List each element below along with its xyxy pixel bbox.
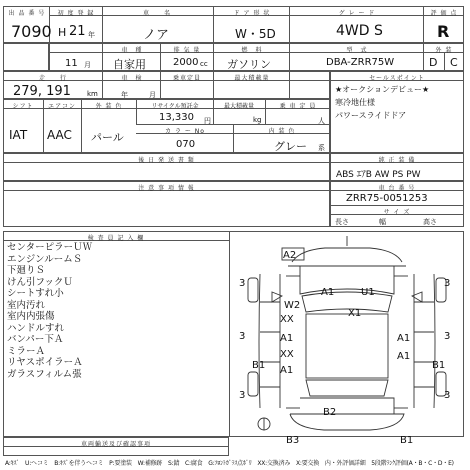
damage-mark: W2	[284, 300, 301, 311]
damage-mark: A1	[280, 365, 294, 376]
exterior-grade: D	[429, 56, 438, 69]
vin-label: 車 台 番 号	[378, 185, 416, 192]
mileage-label: 走 行	[38, 75, 67, 82]
inspector-note: 室内内張傷	[7, 311, 55, 322]
color-no: 070	[176, 139, 196, 150]
reg-month: 11	[65, 58, 78, 69]
year-suffix: 年	[88, 31, 95, 39]
displacement: 2000	[173, 57, 199, 68]
sales-point-label: セールスポイント	[369, 75, 425, 82]
inspector-note: シートすれ小	[7, 288, 64, 299]
color-ext-label: 外 装 色	[95, 103, 123, 110]
month-suffix: 月	[84, 61, 91, 69]
mileage: 279, 191	[13, 84, 71, 99]
score-label: 評 価 点	[430, 10, 458, 17]
grade-label: グ レ ー ド	[338, 10, 376, 17]
damage-mark: B1	[252, 360, 266, 371]
chassis-label: 型 式	[346, 47, 368, 54]
reg-year: 21	[69, 24, 86, 39]
inspector-note: リヤスポイラーＡ	[7, 357, 83, 368]
door-type: W・5D	[235, 27, 276, 41]
damage-mark: A1	[397, 351, 411, 362]
first-reg-label: 初 度 登 録	[57, 10, 95, 17]
max-load-label: 最大積載量	[223, 103, 254, 110]
damage-mark: A1	[280, 333, 294, 344]
damage-mark: A1	[321, 287, 335, 298]
insp-month-unit: 月	[149, 91, 156, 99]
sales-point-item: パワースライドドア	[335, 111, 407, 120]
damage-legend: A:ｷｽﾞ U:ヘコミ B:ｷｽﾞを伴うヘコミ P:要塗装 W:補修跡 S:錆 C:腐食 G:ﾌﾛﾝﾄｶﾞﾗｽ点ﾎﾞﾘ XX:交換済み X:要交換 内・外評価詳細 5段階ﾗﾝｸ評価(A・B・C・D・E)	[5, 460, 454, 467]
inspection-label: 車 検	[121, 75, 143, 82]
car-damage-diagram	[230, 232, 463, 436]
exterior-label: 外 装	[435, 47, 453, 54]
interior-color-label: 内 装 色	[268, 128, 296, 135]
chassis-code: DBA-ZRR75W	[326, 57, 395, 68]
sales-points-list	[335, 83, 429, 122]
interior-color: グレー	[274, 140, 307, 153]
size-height: 高さ	[423, 218, 437, 226]
damage-mark: A2	[283, 250, 297, 261]
insp-year-unit: 年	[121, 91, 128, 99]
sales-point-item: 寒冷地仕様	[335, 98, 375, 107]
bracket-label-tl: 3	[239, 278, 246, 289]
equipment-list: ABS ｴｱB AW PS PW	[336, 170, 421, 180]
era: H	[58, 26, 67, 39]
door-label: ド ア 形 状	[233, 10, 271, 17]
inspector-note: ミラーＡ	[7, 345, 46, 357]
kg-unit: kg	[253, 116, 262, 124]
color-no-label: カ ラ ー No	[165, 128, 205, 135]
inspector-note: センターピラーＵＷ	[7, 242, 93, 253]
body-type-label: 車 種	[121, 47, 143, 54]
size-label: サ イ ズ	[383, 209, 411, 216]
bracket-label-ml: 3	[239, 331, 246, 342]
auction-sheet	[3, 6, 467, 468]
damage-mark: B3	[286, 435, 300, 446]
capacity-label: 乗 車 定 員	[279, 103, 317, 110]
damage-mark: U1	[361, 287, 375, 298]
km-unit: km	[87, 90, 98, 98]
damage-mark: B1	[400, 435, 414, 446]
car-name: ノア	[143, 28, 170, 43]
grade: 4WD S	[336, 23, 383, 39]
person-unit: 人	[318, 117, 325, 125]
fuel-label: 燃 料	[241, 47, 263, 54]
inspector-note: 下廻りＳ	[7, 265, 46, 276]
notes-label: 注 意 事 項 情 報	[138, 185, 195, 192]
recycle-label: リサイクル預託金	[151, 103, 199, 110]
bracket-label-bl: 3	[239, 390, 246, 401]
fuel-type: ガソリン	[227, 58, 271, 71]
inspector-note: エンジンルームＳ	[7, 253, 83, 265]
size-length: 長さ	[335, 218, 349, 226]
bracket-label-mr: 3	[444, 331, 451, 342]
inspector-note: けん引フックＵ	[7, 276, 73, 288]
load-label: 最大積載量	[234, 75, 270, 82]
ac-label: エアコン	[48, 103, 76, 110]
inspector-note: 室内汚れ	[7, 299, 46, 311]
score: R	[437, 22, 450, 41]
car-name-label: 車 名	[142, 10, 171, 17]
damage-mark: XX	[280, 314, 294, 325]
displacement-label: 排 気 量	[173, 47, 201, 54]
equipment-label: 純 正 装 備	[378, 157, 416, 164]
damage-mark: B2	[323, 407, 337, 418]
damage-mark: B1	[432, 360, 446, 371]
bracket-label-br: 3	[444, 390, 451, 401]
inspector-label: 検 査 員 記 入 欄	[87, 235, 145, 242]
damage-mark: XX	[280, 349, 294, 360]
seller-label: 車両輸送及び確認事項	[80, 441, 151, 448]
damage-mark: X1	[348, 308, 362, 319]
interior-unit: 系	[318, 144, 325, 152]
inspector-notes	[7, 242, 92, 380]
inspector-note: ガラスフィルム張	[7, 368, 82, 380]
use-type: 自家用	[113, 58, 146, 71]
inspector-note: バンパー下Ａ	[7, 334, 64, 345]
damage-mark: A1	[397, 333, 411, 344]
shift-type: IAT	[9, 128, 28, 142]
ac-type: AAC	[47, 128, 72, 142]
shift-label: シフト	[12, 103, 34, 110]
exterior-color: パール	[91, 131, 124, 144]
lot-no-label: 出 品 番 号	[8, 10, 46, 17]
lot-number: 7090	[11, 22, 52, 41]
bracket-label-tr: 3	[444, 278, 451, 289]
recycle-fee: 13,330	[159, 112, 194, 123]
inspector-note: ハンドルすれ	[7, 322, 65, 334]
sales-point-item: ★オークションデビュー★	[335, 85, 430, 94]
post-sale-label: 後 日 発 送 書 類	[138, 157, 195, 164]
vin-number: ZRR75-0051253	[346, 193, 428, 204]
interior-grade: C	[450, 56, 458, 69]
size-width: 幅	[379, 218, 386, 226]
cc-unit: cc	[200, 60, 208, 68]
yen-unit: 円	[204, 117, 211, 125]
seats-label: 乗車定員	[172, 75, 201, 82]
